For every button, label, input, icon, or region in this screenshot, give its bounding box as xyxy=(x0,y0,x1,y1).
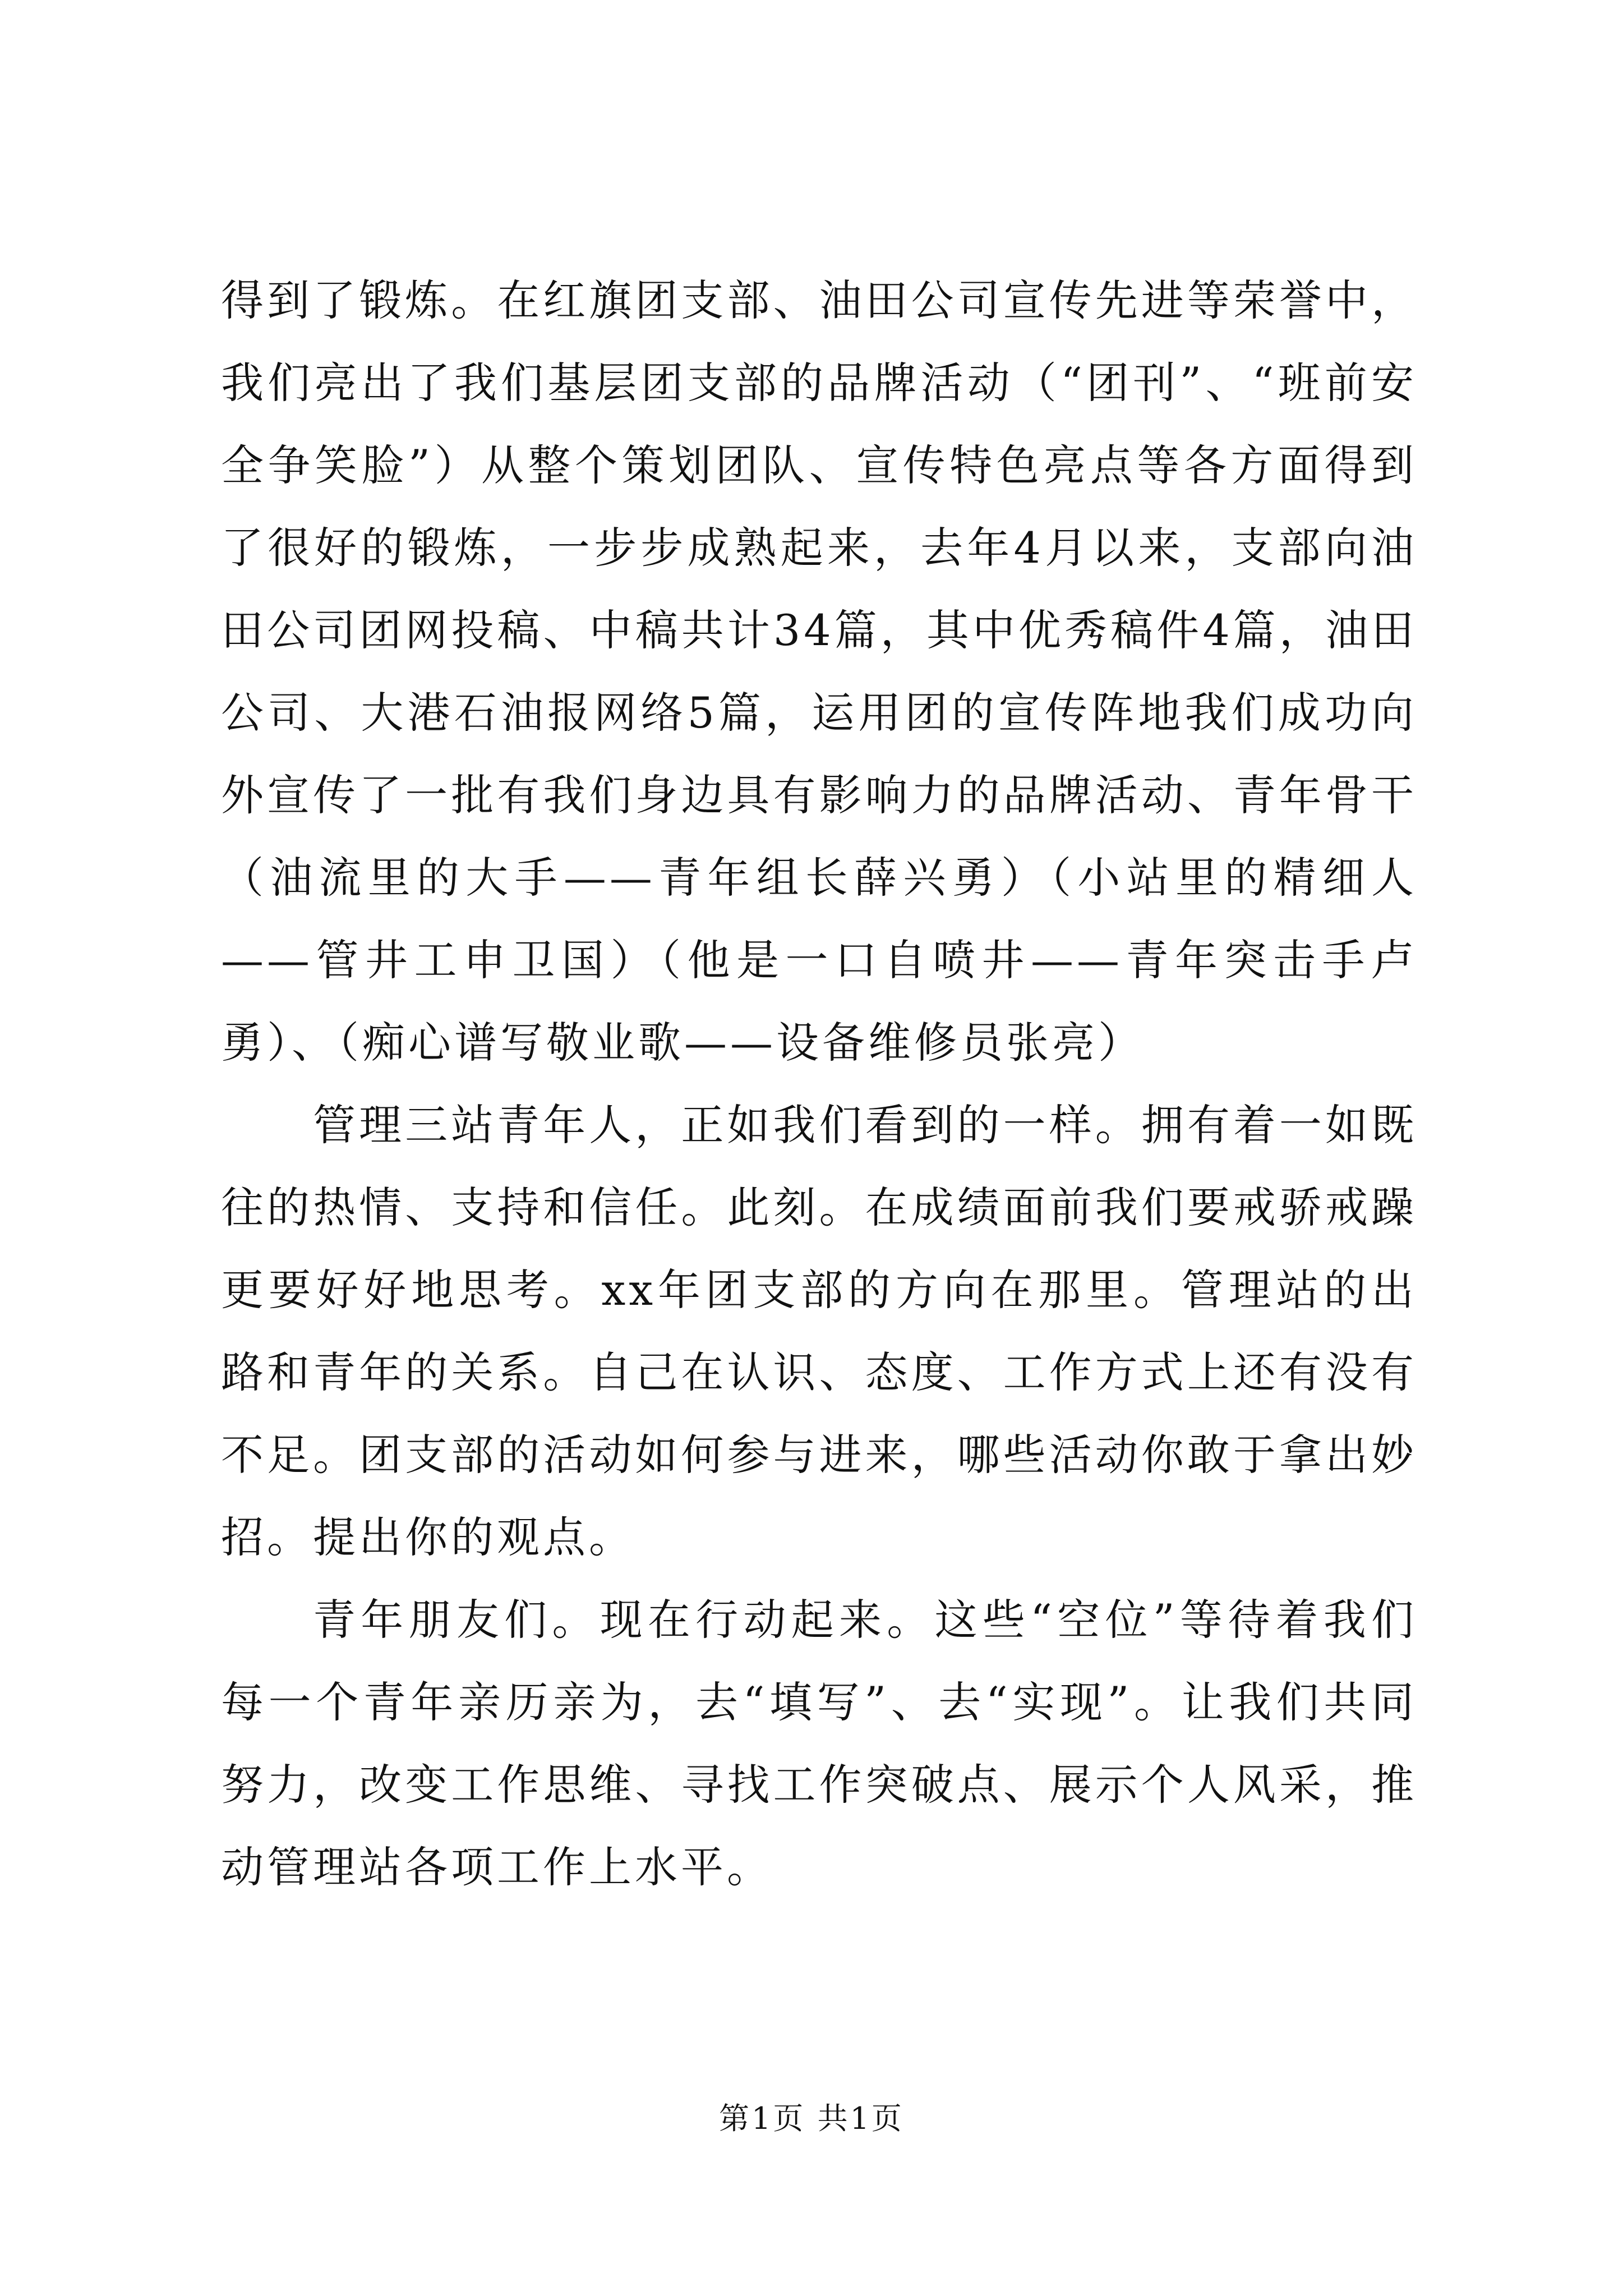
document-body xyxy=(221,259,1417,1908)
page-footer: 第1页 共1页 xyxy=(719,2101,904,2136)
paragraph-1: 得到了锻炼。在红旗团支部、油田公司宣传先进等荣誉中，我们亮出了我们基层团支部的品牌活动（“团刊”、“班前安全争笑脸”）从整个策划团队、宣传特色亮点等各方面得到了很好的锻炼，一步步成熟起来，去年4月以来，支部向油田公司团网投稿、中稿共计34篇，其中优秀稿件4篇，油田公司、大港石油报网络5篇，运用团的宣传阵地我们成功向外宣传了一批有我们身边具有影响力的品牌活动、青年骨干（油流里的大手——青年组长薛兴勇）（小站里的精细人——管井工申卫国）（他是一口自喷井——青年突击手卢勇）、（痴心谱写敬业歌——设备维修员张亮） xyxy=(221,275,1417,1068)
paragraph-2: 管理三站青年人，正如我们看到的一样。拥有着一如既往的热情、支持和信任。此刻。在成绩面前我们要戒骄戒躁更要好好地思考。xx年团支部的方向在那里。管理站的出路和青年的关系。自己在认识、态度、工作方式上还有没有不足。团支部的活动如何参与进来，哪些活动你敢于拿出妙招。提出你的观点。 xyxy=(221,1100,1417,1562)
paragraph-3: 青年朋友们。现在行动起来。这些“空位”等待着我们每一个青年亲历亲为，去“填写”、去“实现”。让我们共同努力，改变工作思维、寻找工作突破点、展示个人风采，推动管理站各项工作上水平。 xyxy=(221,1595,1417,1892)
